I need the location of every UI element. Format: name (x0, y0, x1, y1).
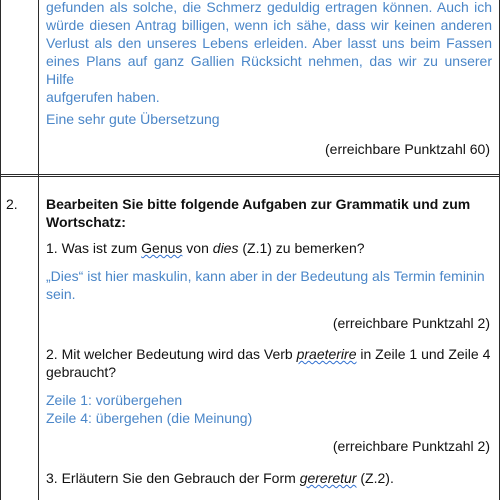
question-1-points: (erreichbare Punktzahl 2) (332, 315, 490, 331)
answer-line: aufgerufen haben. (46, 89, 160, 105)
answer-line: würde diesen Antrag billigen, wenn ich sähe, dass wir keinen anderen (46, 17, 492, 33)
term-dies: dies (212, 240, 239, 256)
table-column-divider (38, 0, 39, 500)
table-row-divider-2 (0, 176, 500, 177)
question-3-suffix: (Z.2). (356, 470, 394, 486)
spellcheck-word-praeterire: praeterire (296, 346, 357, 362)
question-3-prefix: 3. Erläutern Sie den Gebrauch der Form (46, 470, 300, 486)
question-2-answer-line2: Zeile 4: übergehen (die Meinung) (46, 410, 253, 426)
section2-heading-line1: Bearbeiten Sie bitte folgende Aufgaben zur Grammatik und zum (46, 196, 471, 212)
section1-feedback: Eine sehr gute Übersetzung (46, 111, 220, 127)
spellcheck-word-gereretur: gereretur (299, 470, 357, 486)
answer-line: gefunden als solche, die Schmerz geduldig ertragen können. Auch ich (46, 0, 492, 15)
section2-number: 2. (6, 196, 18, 212)
question-2-prefix: 2. Mit welcher Bedeutung wird das Verb (46, 346, 297, 362)
section2-heading (46, 195, 492, 231)
section2-heading-line2: Wortschatz: (46, 214, 126, 230)
question-2-suffix: in Zeile 1 und Zeile 4 (356, 346, 491, 362)
question-2-line2: gebraucht? (46, 364, 117, 380)
answer-line: eines Plans auf ganz Gallien Rücksicht nehmen, das wir zu unserer Hilfe (46, 53, 492, 87)
question-2 (46, 345, 492, 381)
question-1-suffix: (Z.1) zu bemerken? (238, 240, 365, 256)
question-2-answer-line1: Zeile 1: vorübergehen (46, 392, 183, 408)
table-border-left (0, 0, 1, 500)
question-1-answer-line2: sein. (46, 286, 76, 302)
section1-answer-text (46, 0, 492, 106)
question-2-points: (erreichbare Punktzahl 2) (332, 438, 490, 454)
question-1-answer-line1: „Dies“ ist hier maskulin, kann aber in der Bedeutung als Termin feminin (46, 268, 485, 284)
question-1 (46, 239, 365, 257)
question-1-mid: von (182, 240, 213, 256)
spellcheck-word-genus: Genus (141, 240, 183, 256)
question-1-prefix: 1. Was ist zum (46, 240, 142, 256)
table-row-divider-1 (0, 174, 500, 175)
question-1-answer (46, 267, 492, 303)
question-3 (46, 469, 394, 487)
question-2-answer (46, 391, 492, 427)
section1-points: (erreichbare Punktzahl 60) (325, 141, 490, 157)
answer-line: Verlust als den unseres Lebens erleiden. Aber lasst uns beim Fassen (46, 35, 492, 51)
